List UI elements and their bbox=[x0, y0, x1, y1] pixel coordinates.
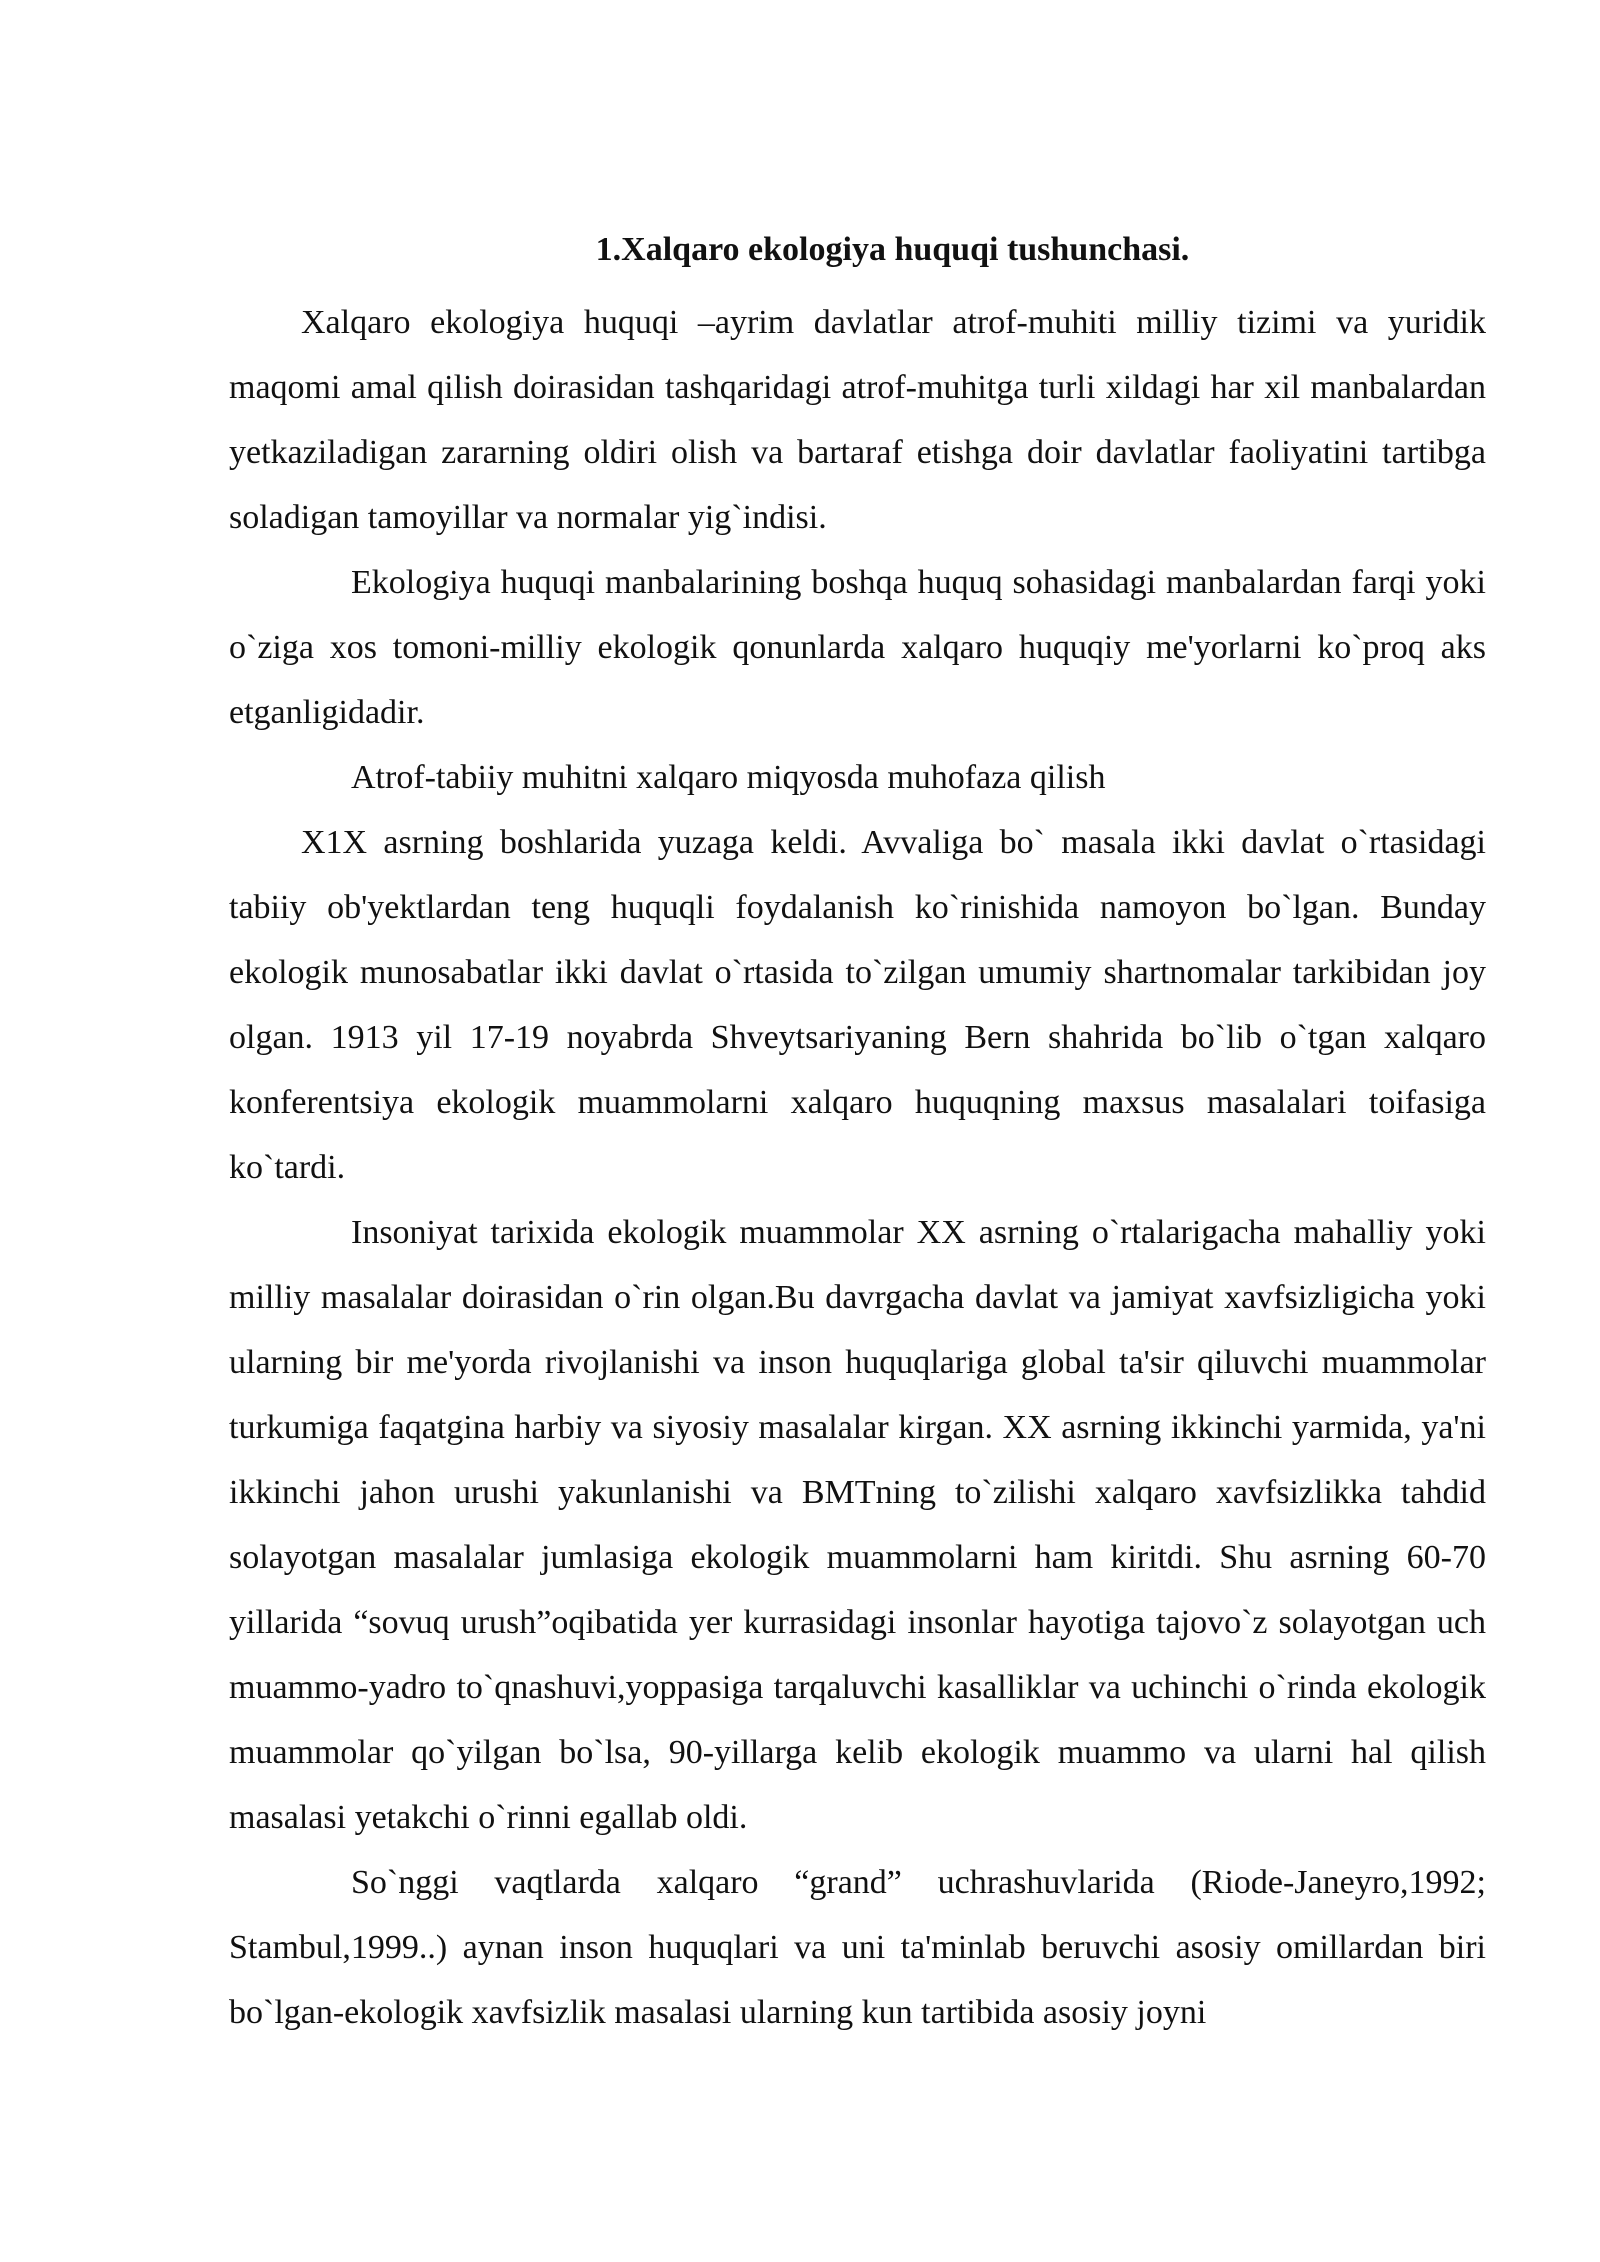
paragraph-twentieth-century: Insoniyat tarixida ekologik muammolar XX asrning o`rtalarigacha mahalliy yoki milliy masalalar doirasidan o`rin olgan.Bu davrgacha davlat va jamiyat xavfsizligicha yoki ularning bir me'yorda rivojlanishi va inson huquqlariga global ta'sir qiluvchi muammolar turkumiga faqatgina harbiy va siyosiy masalalar kirgan. XX asrning ikkinchi yarmida, ya'ni ikkinchi jahon urushi yakunlanishi va BMTning to`zilishi xalqaro xavfsizlikka tahdid solayotgan masalalar jumlasiga ekologik muammolarni ham kiritdi. Shu asrning 60-70 yillarida “sovuq urush”oqibatida yer kurrasidagi insonlar hayotiga tajovo`z solayotgan uch muammo-yadro to`qnashuvi,yoppasiga tarqaluvchi kasalliklar va uchinchi o`rinda ekologik muammolar qo`yilgan bo`lsa, 90-yillarga kelib ekologik muammo va ularni hal qilish masalasi yetakchi o`rinni egallab oldi. bbox=[229, 1214, 1486, 1836]
paragraph-protection-heading: Atrof-tabiiy muhitni xalqaro miqyosda muhofaza qilish bbox=[351, 759, 1106, 796]
paragraph-sources: Ekologiya huquqi manbalarining boshqa huquq sohasidagi manbalardan farqi yoki o`ziga xos tomoni-milliy ekologik qonunlarda xalqaro huquqiy me'yorlarni ko`proq aks etganligidadir. bbox=[229, 564, 1486, 731]
page-title: 1.Xalqaro ekologiya huquqi tushunchasi. bbox=[595, 231, 1190, 268]
paragraph-definition: Xalqaro ekologiya huquqi –ayrim davlatlar atrof-muhiti milliy tizimi va yuridik maqomi amal qilish doirasidan tashqaridagi atrof-muhitga turli xildagi har xil manbalardan yetkaziladigan zararning oldiri olish va bartaraf etishga doir davlatlar faoliyatini tartibga soladigan tamoyillar va normalar yig`indisi. bbox=[229, 304, 1486, 536]
paragraph-recent-meetings: So`nggi vaqtlarda xalqaro “grand” uchrashuvlarida (Riode-Janeyro,1992; Stambul,1999..) aynan inson huquqlari va uni ta'minlab beruvchi asosiy omillardan biri bo`lgan-ekologik xavfsizlik masalasi ularning kun tartibida asosiy joyni bbox=[229, 1864, 1486, 2031]
paragraph-history: X1X asrning boshlarida yuzaga keldi. Avvaliga bo` masala ikki davlat o`rtasidagi tabiiy ob'yektlardan teng huquqli foydalanish ko`rinishida namoyon bo`lgan. Bunday ekologik munosabatlar ikki davlat o`rtasida to`zilgan umumiy shartnomalar tarkibidan joy olgan. 1913 yil 17-19 noyabrda Shveytsariyaning Bern shahrida bo`lib o`tgan xalqaro konferentsiya ekologik muammolarni xalqaro huquqning maxsus masalalari toifasiga ko`tardi. bbox=[229, 824, 1486, 1186]
document-body bbox=[229, 225, 1486, 2045]
